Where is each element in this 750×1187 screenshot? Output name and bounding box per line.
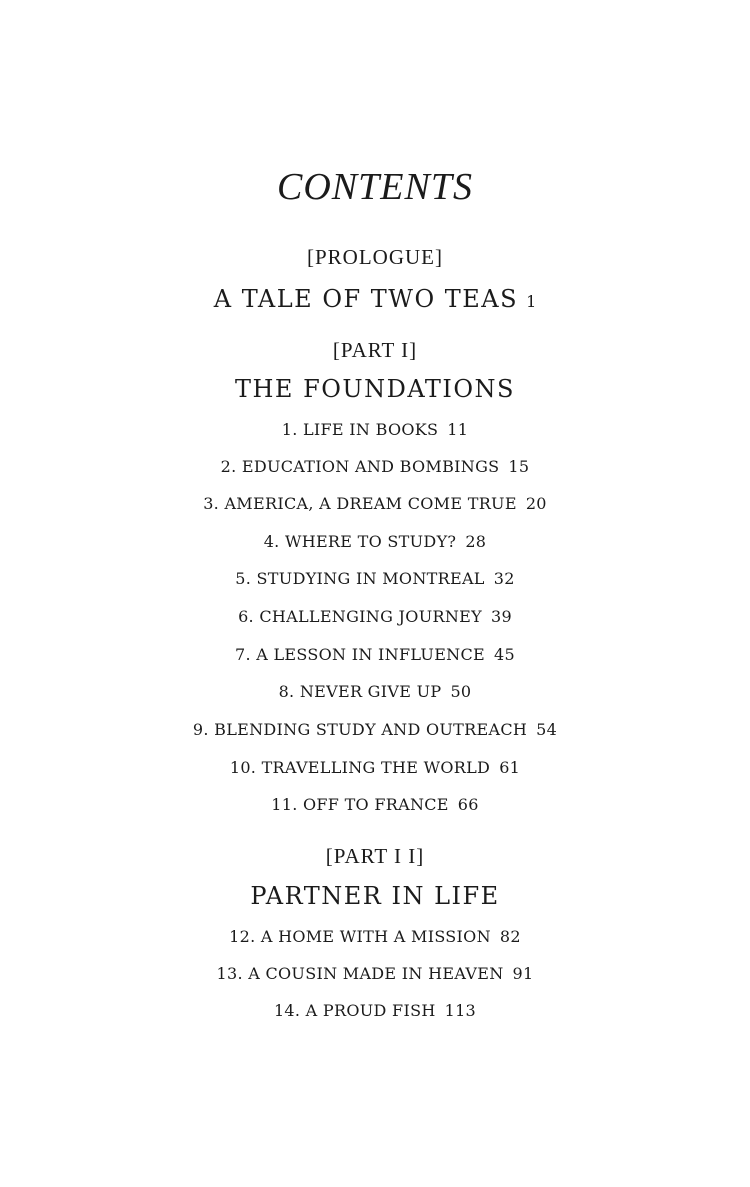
prologue-page-number: 1	[526, 292, 537, 311]
toc-entry	[0, 422, 750, 438]
toc-entry	[0, 797, 750, 813]
chapter-page-number: 32	[493, 569, 515, 588]
chapter-page-number: 11	[447, 420, 469, 439]
chapter-title: 12. A HOME WITH A MISSION	[229, 927, 491, 946]
contents-title: CONTENTS	[277, 166, 473, 208]
chapter-title: 7. A LESSON IN INFLUENCE	[235, 645, 486, 664]
prologue-label: [PROLOGUE]	[307, 245, 443, 269]
toc-entry	[0, 1003, 750, 1019]
chapter-title: 6. CHALLENGING JOURNEY	[238, 607, 482, 626]
toc-entry	[0, 459, 750, 475]
chapter-page-number: 39	[490, 607, 512, 626]
chapter-title: 8. NEVER GIVE UP	[278, 682, 442, 701]
toc-entry	[0, 647, 750, 663]
chapter-page-number: 91	[512, 964, 534, 983]
toc-entry	[0, 722, 750, 738]
toc-entry	[0, 760, 750, 776]
part2-title: PARTNER IN LIFE	[250, 882, 500, 910]
chapter-title: 4. WHERE TO STUDY?	[263, 532, 457, 551]
part2-label: [PART I I]	[325, 844, 425, 868]
chapter-title: 3. AMERICA, A DREAM COME TRUE	[203, 494, 517, 513]
toc-entry	[0, 571, 750, 587]
toc-entry	[0, 966, 750, 982]
chapter-page-number: 54	[536, 720, 558, 739]
chapter-title: 11. OFF TO FRANCE	[271, 795, 449, 814]
chapter-title: 5. STUDYING IN MONTREAL	[235, 569, 485, 588]
toc-entry	[0, 609, 750, 625]
chapter-page-number: 50	[450, 682, 472, 701]
prologue-title	[0, 287, 750, 311]
toc-entry	[0, 534, 750, 550]
chapter-title: 10. TRAVELLING THE WORLD	[229, 758, 491, 777]
toc-entry	[0, 496, 750, 512]
chapter-page-number: 28	[465, 532, 487, 551]
part1-label: [PART I]	[332, 338, 418, 362]
prologue-title-text: A TALE OF TWO TEAS	[213, 285, 519, 313]
chapter-page-number: 66	[457, 795, 479, 814]
part1-title: THE FOUNDATIONS	[234, 375, 515, 403]
toc-entry	[0, 684, 750, 700]
chapter-page-number: 113	[444, 1001, 477, 1020]
chapter-title: 2. EDUCATION AND BOMBINGS	[220, 457, 500, 476]
chapter-title: 13. A COUSIN MADE IN HEAVEN	[216, 964, 504, 983]
toc-entry	[0, 929, 750, 945]
chapter-page-number: 82	[499, 927, 521, 946]
chapter-page-number: 61	[499, 758, 521, 777]
chapter-title: 14. A PROUD FISH	[273, 1001, 436, 1020]
chapter-page-number: 45	[494, 645, 515, 664]
chapter-page-number: 15	[508, 457, 530, 476]
chapter-title: 9. BLENDING STUDY AND OUTREACH	[192, 720, 528, 739]
chapter-page-number: 20	[525, 494, 547, 513]
chapter-title: 1. LIFE IN BOOKS	[281, 420, 439, 439]
